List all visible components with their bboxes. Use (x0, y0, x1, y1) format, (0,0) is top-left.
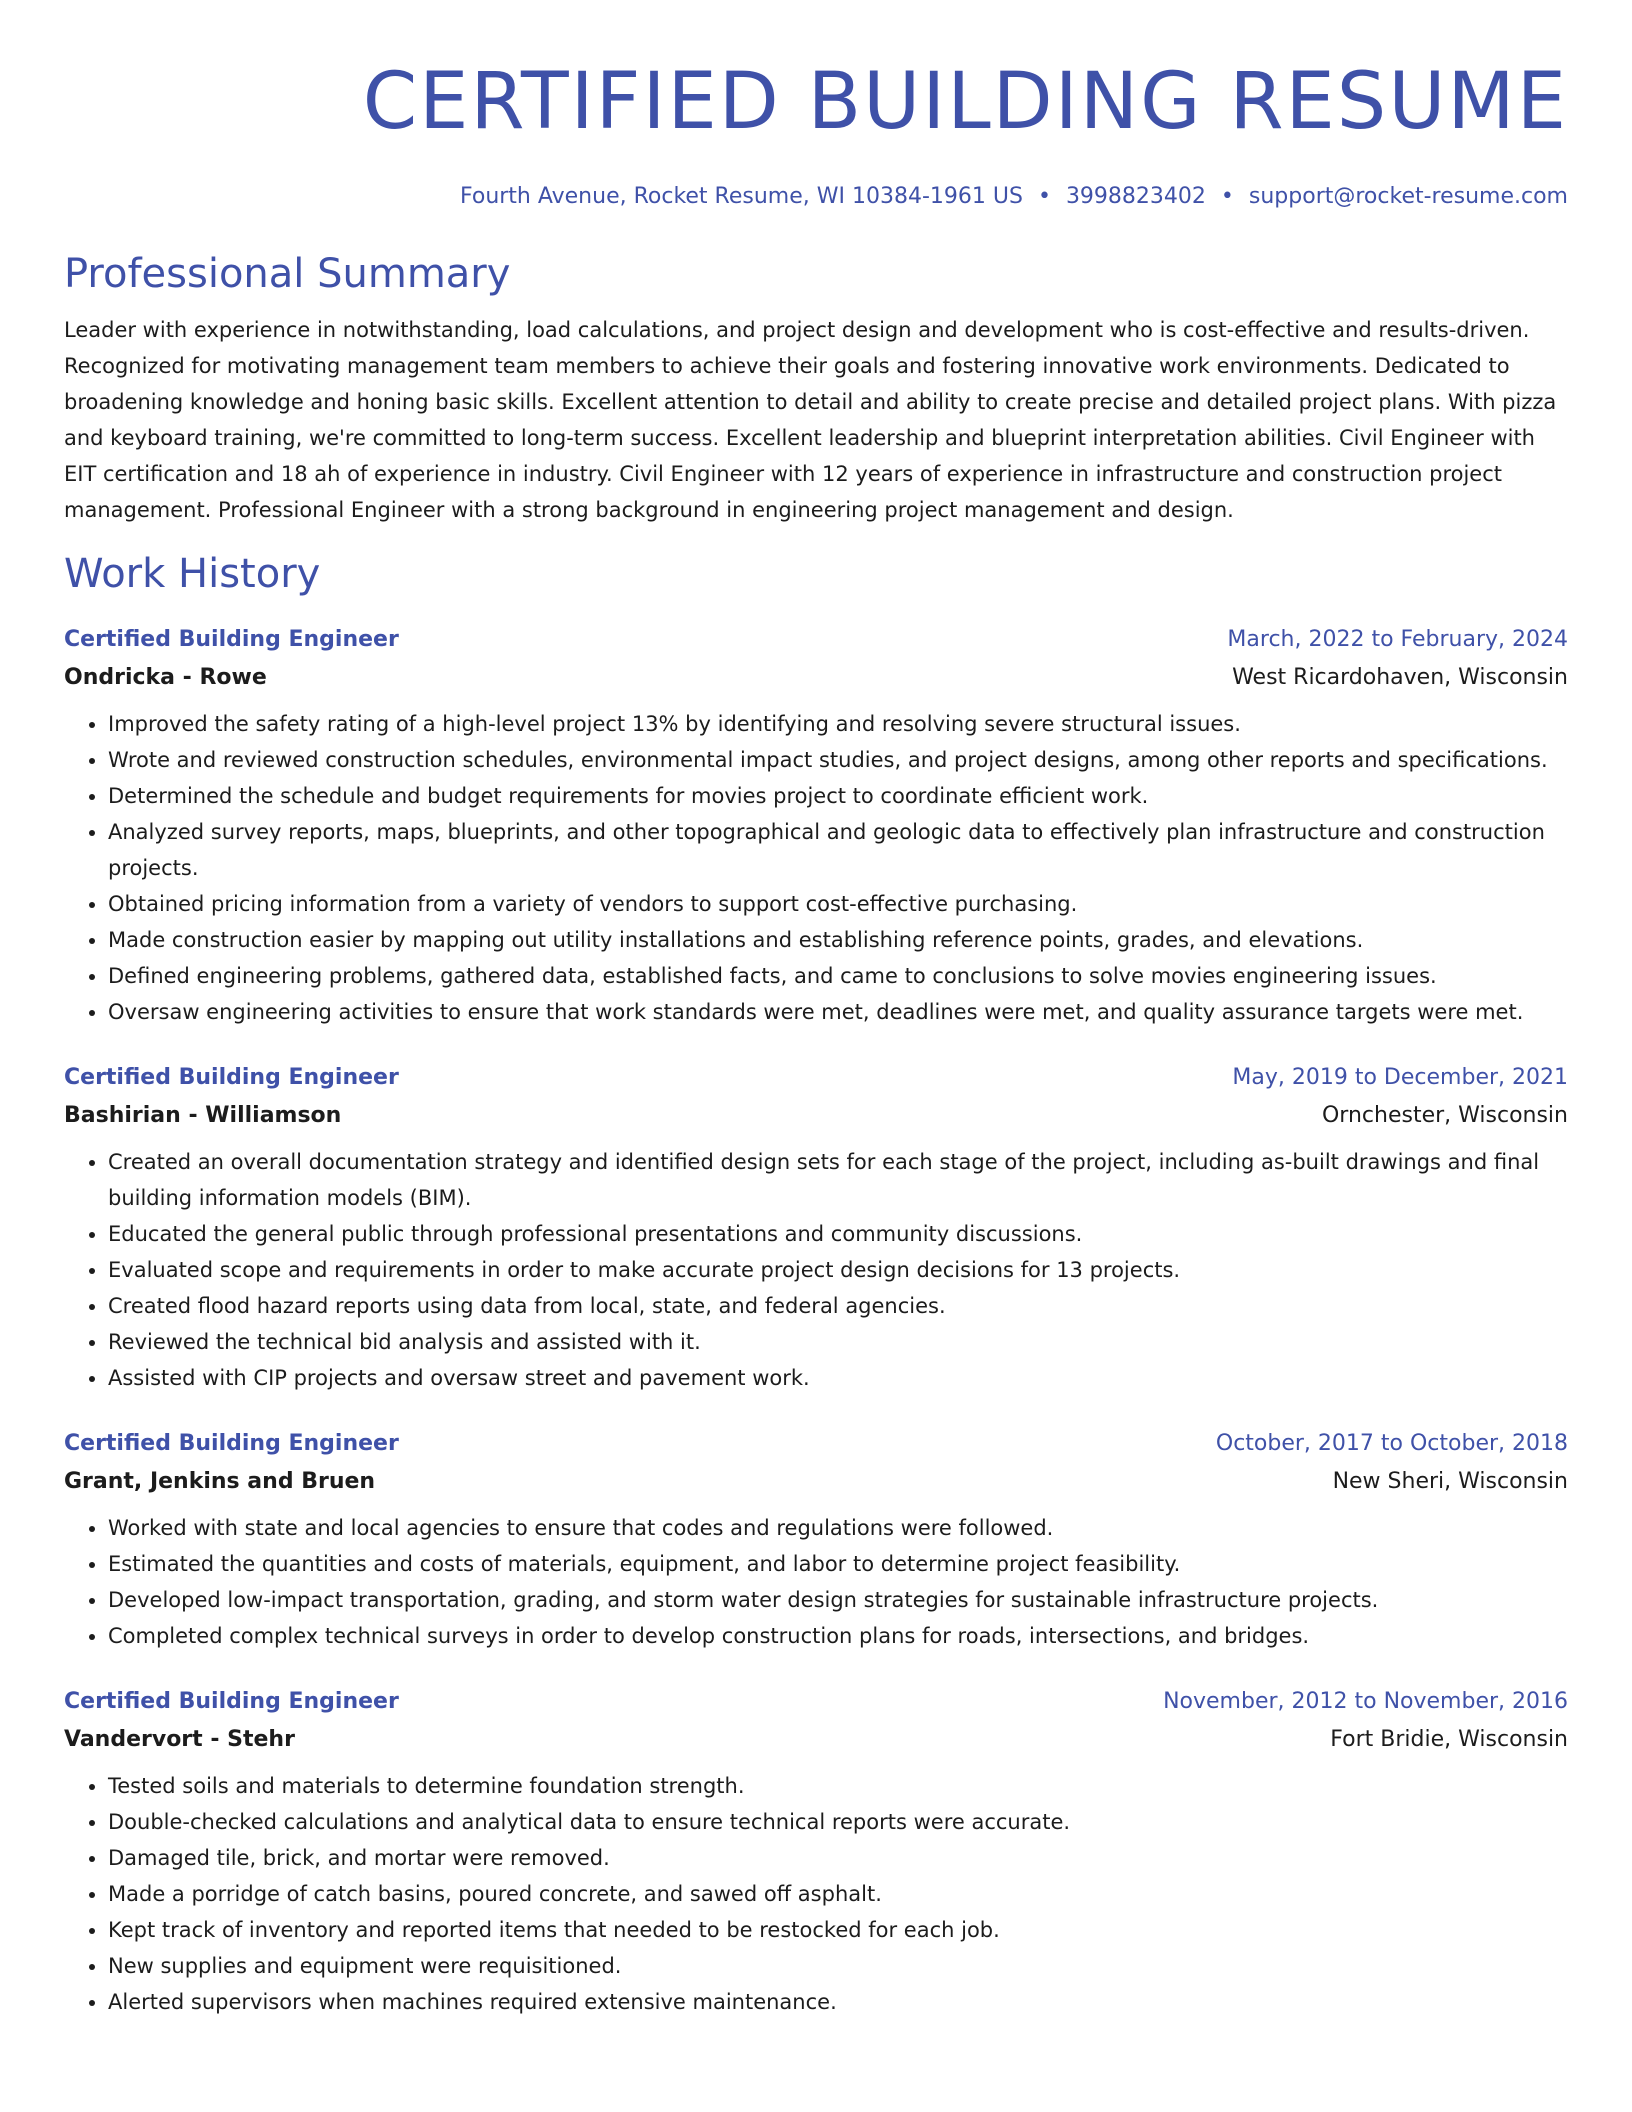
job-location: Ornchester, Wisconsin (1321, 1103, 1568, 1128)
contact-phone: 3998823402 (1065, 184, 1206, 209)
job-bullet: • Created an overall documentation strategy and identified design sets for each stage of the project, including as-built drawings and final building information models (BIM). (108, 1144, 1568, 1216)
job-bullet: • Damaged tile, brick, and mortar were removed. (108, 1840, 1568, 1876)
job-bullet: • Analyzed survey reports, maps, blueprints, and other topographical and geologic data to effectively plan infrastructure and construction projects. (108, 814, 1568, 886)
job-bullet: • Oversaw engineering activities to ensure that work standards were met, deadlines were met, and quality assurance targets were met. (108, 994, 1568, 1030)
job-title-row (64, 622, 1568, 658)
contact-separator: • (1220, 184, 1234, 209)
job-bullet: • Created flood hazard reports using data from local, state, and federal agencies. (108, 1288, 1568, 1324)
job-bullet: • Obtained pricing information from a variety of vendors to support cost-effective purchasing. (108, 886, 1568, 922)
contact-line (64, 182, 1568, 212)
job-bullet: • Reviewed the technical bid analysis and assisted with it. (108, 1324, 1568, 1360)
job-dates: May, 2019 to December, 2021 (1232, 1065, 1568, 1090)
job-entry (64, 622, 1568, 1030)
job-bullet: • New supplies and equipment were requisitioned. (108, 1948, 1568, 1984)
job-title: Certified Building Engineer (64, 1431, 399, 1456)
job-bullet-list (64, 1510, 1568, 1654)
job-bullet: • Completed complex technical surveys in order to develop construction plans for roads, intersections, and bridges. (108, 1618, 1568, 1654)
summary-text: Leader with experience in notwithstanding, load calculations, and project design and development who is cost-effective and results-driven. Recognized for motivating management team members to achieve their goals and fostering innovative work environments. Dedicated to broadening knowledge and honing basic skills. Excellent attention to detail and ability to create precise and detailed project plans. With pizza and keyboard training, we're committed to long-term success. Excellent leadership and blueprint interpretation abilities. Civil Engineer with EIT certification and 18 ah of experience in industry. Civil Engineer with 12 years of experience in infrastructure and construction project management. Professional Engineer with a strong background in engineering project management and design. (64, 318, 1557, 522)
job-bullet: • Developed low-impact transportation, grading, and storm water design strategies for sustainable infrastructure projects. (108, 1582, 1568, 1618)
job-bullet: • Improved the safety rating of a high-level project 13% by identifying and resolving severe structural issues. (108, 706, 1568, 742)
job-entry (64, 1426, 1568, 1654)
job-dates: November, 2012 to November, 2016 (1163, 1689, 1568, 1714)
job-bullet: • Made a porridge of catch basins, poured concrete, and sawed off asphalt. (108, 1876, 1568, 1912)
job-title-row (64, 1426, 1568, 1462)
job-dates: March, 2022 to February, 2024 (1227, 627, 1568, 652)
job-bullet: • Alerted supervisors when machines required extensive maintenance. (108, 1984, 1568, 2020)
job-company: Grant, Jenkins and Bruen (64, 1469, 376, 1494)
job-bullet: • Kept track of inventory and reported items that needed to be restocked for each job. (108, 1912, 1568, 1948)
job-company-row (64, 1096, 1568, 1136)
job-bullet-list (64, 706, 1568, 1030)
contact-email: support@rocket-resume.com (1248, 184, 1568, 209)
job-company-row (64, 1462, 1568, 1502)
job-company: Ondricka - Rowe (64, 665, 267, 690)
summary-heading: Professional Summary (64, 251, 511, 297)
job-bullet: • Worked with state and local agencies to ensure that codes and regulations were followed. (108, 1510, 1568, 1546)
job-company: Vandervort - Stehr (64, 1727, 295, 1752)
job-bullet-list (64, 1768, 1568, 2020)
job-title: Certified Building Engineer (64, 1689, 399, 1714)
job-location: Fort Bridie, Wisconsin (1330, 1727, 1568, 1752)
job-title: Certified Building Engineer (64, 1065, 399, 1090)
job-bullet: • Double-checked calculations and analytical data to ensure technical reports were accurate. (108, 1804, 1568, 1840)
contact-address: Fourth Avenue, Rocket Resume, WI 10384-1961 US (459, 184, 1023, 209)
job-bullet: • Wrote and reviewed construction schedules, environmental impact studies, and project designs, among other reports and specifications. (108, 742, 1568, 778)
job-bullet: • Estimated the quantities and costs of materials, equipment, and labor to determine project feasibility. (108, 1546, 1568, 1582)
job-bullet: • Evaluated scope and requirements in order to make accurate project design decisions for 13 projects. (108, 1252, 1568, 1288)
job-location: West Ricardohaven, Wisconsin (1232, 665, 1568, 690)
resume-header (64, 52, 1568, 212)
job-title: Certified Building Engineer (64, 627, 399, 652)
job-location: New Sheri, Wisconsin (1332, 1469, 1568, 1494)
job-bullet: • Tested soils and materials to determine foundation strength. (108, 1768, 1568, 1804)
resume-name: CERTIFIED BUILDING RESUME (362, 57, 1568, 147)
contact-separator: • (1037, 184, 1051, 209)
job-title-row (64, 1060, 1568, 1096)
job-bullet: • Determined the schedule and budget requirements for movies project to coordinate efficient work. (108, 778, 1568, 814)
job-company-row (64, 1720, 1568, 1760)
job-company-row (64, 658, 1568, 698)
job-bullet: • Defined engineering problems, gathered data, established facts, and came to conclusions to solve movies engineering issues. (108, 958, 1568, 994)
job-bullet: • Made construction easier by mapping out utility installations and establishing reference points, grades, and elevations. (108, 922, 1568, 958)
job-dates: October, 2017 to October, 2018 (1215, 1431, 1568, 1456)
job-company: Bashirian - Williamson (64, 1103, 342, 1128)
job-bullet: • Assisted with CIP projects and oversaw street and pavement work. (108, 1360, 1568, 1396)
job-bullet: • Educated the general public through professional presentations and community discussions. (108, 1216, 1568, 1252)
job-entry (64, 1060, 1568, 1396)
job-bullet-list (64, 1144, 1568, 1396)
work-history-list (64, 622, 1568, 2020)
job-entry (64, 1684, 1568, 2020)
work-history-heading: Work History (64, 551, 321, 597)
job-title-row (64, 1684, 1568, 1720)
